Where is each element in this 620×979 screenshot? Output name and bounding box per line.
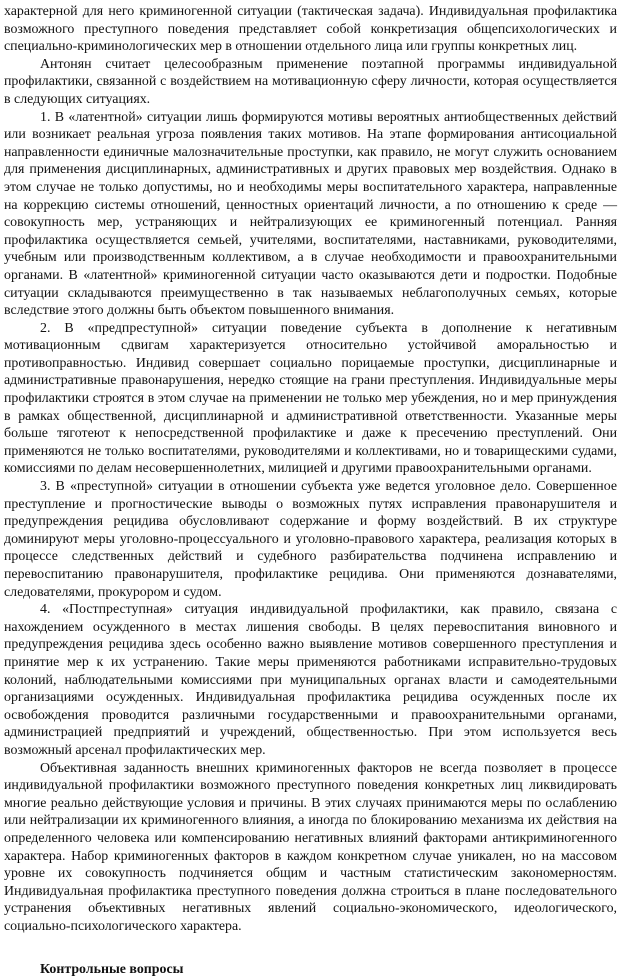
paragraph-objective-factors: Объективная заданность внешних криминогенных факторов не всегда позволяет в процессе индивидуальной профилактики возможного преступного поведения конкретных лиц ликвидировать многие реально действующие условия и причины. В этих случаях принимаются меры по ослаблению или нейтрализации их криминогенного влияния, а иногда по блокированию механизма их действия на определенного человека или компенсированию негативных влияний факторами антикриминогенного характера. Набор криминогенных факторов в каждом конкретном случае уникален, но на массовом уровне их совокупность подчиняется общим и частным статистическим закономерностям. Индивидуальная профилактика преступного поведения должна строиться в плане последовательного устранения объективных негативных явлений социально-экономического, идеологического, социально-психологического характера.: [4, 760, 617, 934]
paragraph-precriminal-situation: 2. В «предпреступной» ситуации поведение субъекта в дополнение к негативным мотивационным сдвигам характеризуется относительно устойчивой аморальностью и противоправностью. Индивид совершает социально порицаемые проступки, дисциплинарные и административные правонарушения, нередко стоящие на грани преступления. Индивидуальные меры профилактики строятся в этом случае на применении не только мер убеждения, но и мер принуждения в рамках общественной, дисциплинарной и административной ответственности. Указанные меры больше тяготеют к непосредственной профилактике и даже к пресечению преступлений. Они применяются не только воспитателями, руководителями и коллективами, но и товарищескими судами, комиссиями по делам несовершеннолетних, милицией и другими правоохранительными органами.: [4, 320, 617, 477]
paragraph-latent-situation: 1. В «латентной» ситуации лишь формируются мотивы вероятных антиобщественных действий или возникает реальная угроза появления таких мотивов. На этапе формирования антисоциальной направленности единичные малозначительные проступки, как правило, не могут служить основанием для применения дисциплинарных, административных и других правовых мер воздействия. Однако в этом случае не только допустимы, но и необходимы меры воспитательного характера, направленные на коррекцию системы отношений, ценностных ориентаций личности, а по отношению к среде — совокупность мер, устраняющих и нейтрализующих ее криминогенный потенциал. Ранняя профилактика осуществляется семьей, учителями, воспитателями, наставниками, руководителями, учебным или производственным коллективом, а в случае необходимости и правоохранительными органами. В «латентной» криминогенной ситуации часто оказываются дети и подростки. Подобные ситуации складываются преимущественно в так называемых неблагополучных семьях, которые вследствие этого должны быть объектом повышенного внимания.: [4, 109, 617, 319]
section-spacer: [4, 935, 617, 961]
paragraph-intro-continuation: характерной для него криминогенной ситуации (тактическая задача). Индивидуальная профилактика возможного преступного поведения представляет собой конкретизация общепсихологических и специально-криминологических мер в отношении отдельного лица или группы конкретных лиц.: [4, 4, 617, 55]
document-page: [4, 3, 617, 979]
paragraph-antonyan: Антонян считает целесообразным применение поэтапной программы индивидуальной профилактики, связанной с воздействием на мотивационную сферу личности, которая осуществляется в следующих ситуациях.: [4, 56, 617, 107]
paragraph-criminal-situation: 3. В «преступной» ситуации в отношении субъекта уже ведется уголовное дело. Совершенное преступление и прогностические выводы о возможных путях исправления правонарушителя и предупреждения рецидива обусловливают содержание и форму воздействий. В их структуре доминируют меры уголовно-процессуального и уголовно-правового характера, реализация которых в процессе следственных действий и судебного разбирательства подчинена исправлению и перевоспитанию правонарушителя, профилактике рецидива. Они применяются дознавателями, следователями, прокурором и судом.: [4, 479, 617, 600]
paragraph-postcriminal-situation: 4. «Постпреступная» ситуация индивидуальной профилактики, как правило, связана с нахождением осужденного в местах лишения свободы. В целях перевоспитания виновного и предупреждения рецидива здесь особенно важно выявление мотивов совершенного преступления и принятие мер к их устранению. Такие меры применяются работниками исправительно-трудовых колоний, наблюдательными комиссиями при муниципальных органах власти и самодеятельными организациями осужденных. Индивидуальная профилактика рецидива осужденных после их освобождения проводится различными государственными и правоохранительными органами, администрацией предприятий и учреждений, общественностью. При этом используется весь возможный арсенал профилактических мер.: [4, 602, 617, 758]
section-heading: Контрольные вопросы: [40, 962, 184, 978]
